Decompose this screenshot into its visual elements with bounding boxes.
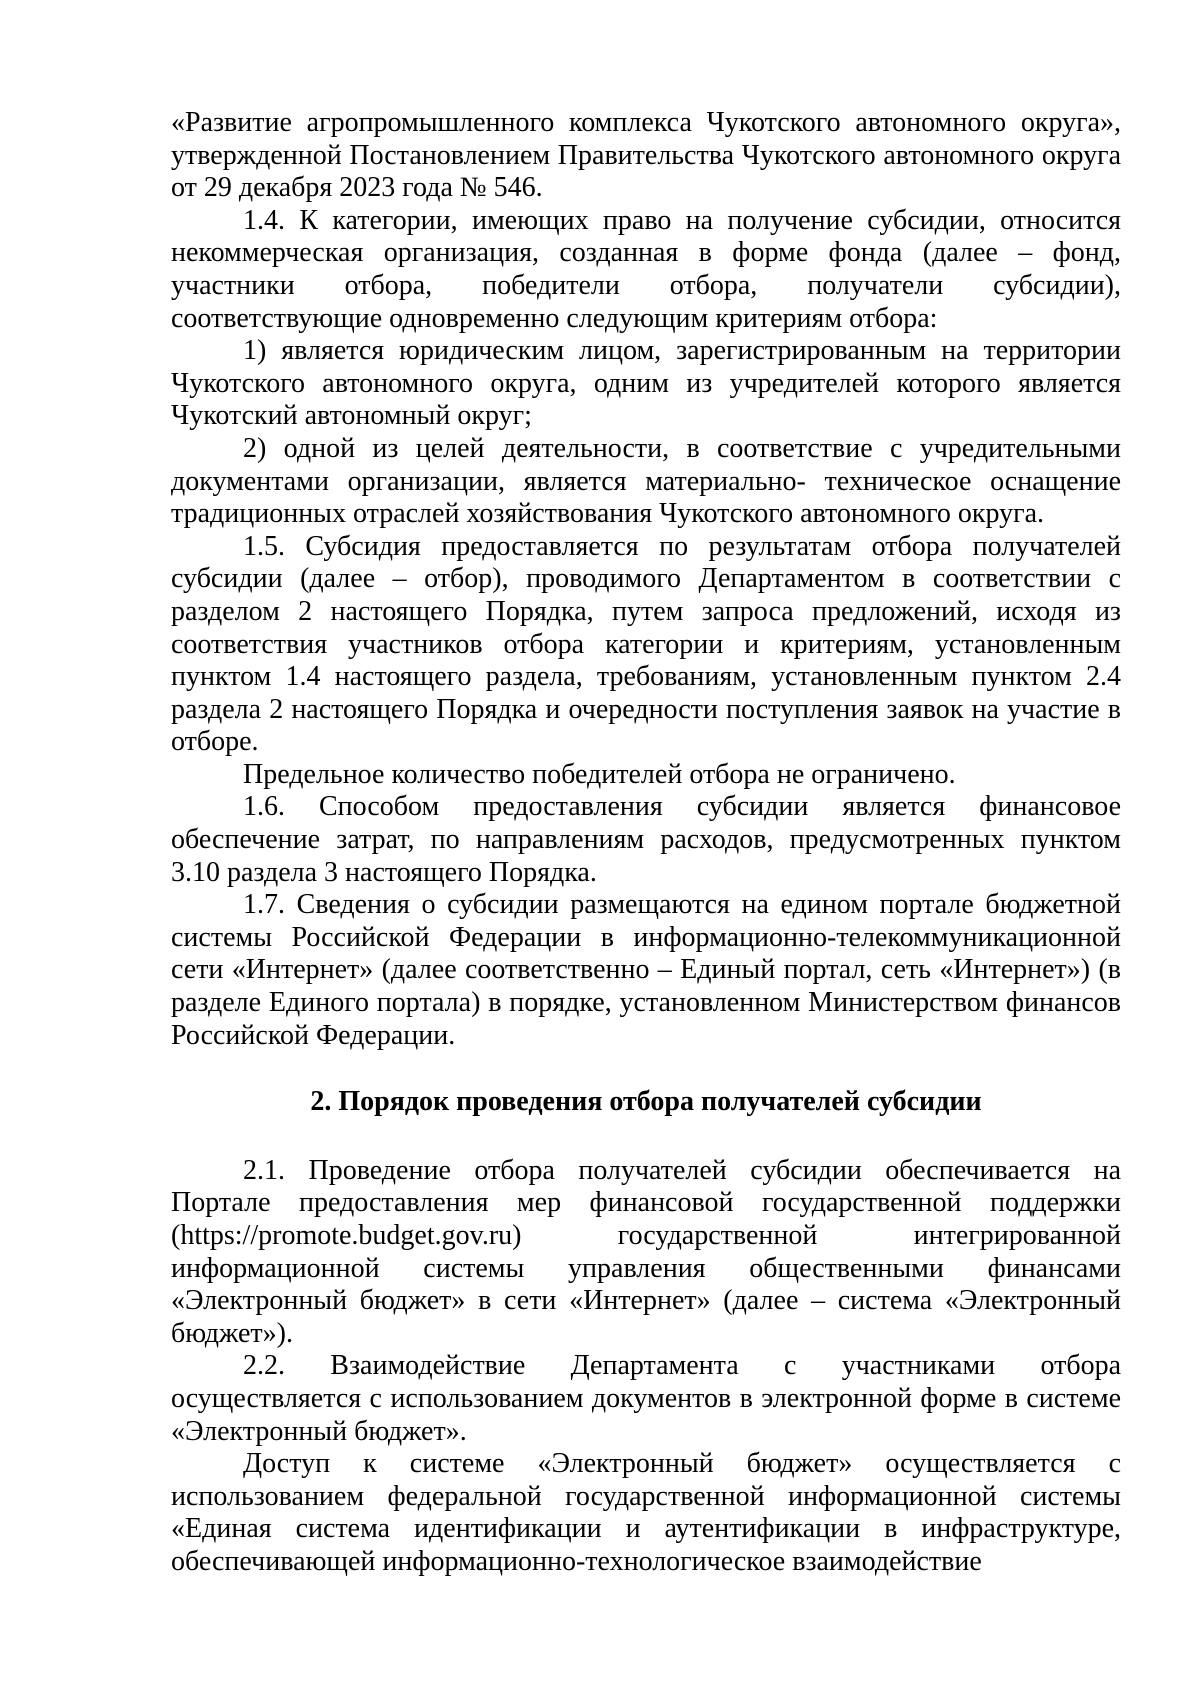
- paragraph-system-access: Доступ к системе «Электронный бюджет» осуществляется с использованием федеральной государственной информационной системы «Единая система идентификации и аутентификации в инфраструктуре, обеспечивающей информационно-технологическое взаимодействие: [171, 1448, 1121, 1577]
- paragraph-1-6-method: 1.6. Способом предоставления субсидии является финансовое обеспечение затрат, по направлениям расходов, предусмотренных пунктом 3.10 раздела 3 настоящего Порядка.: [171, 791, 1121, 888]
- paragraph-winners-limit: Предельное количество победителей отбора не ограничено.: [243, 758, 956, 790]
- paragraph-criterion-1: 1) является юридическим лицом, зарегистрированным на территории Чукотского автономного округа, одним из учредителей которого является Чукотский автономный округ;: [171, 335, 1121, 432]
- paragraph-program-reference: «Развитие агропромышленного комплекса Чукотского автономного округа», утвержденной Постановлением Правительства Чукотского автономного округа от 29 декабря 2023 года № 546.: [171, 107, 1121, 204]
- paragraph-1-5-subsidy-selection: 1.5. Субсидия предоставляется по результатам отбора получателей субсидии (далее – отбор), проводимого Департаментом в соответствии с разделом 2 настоящего Порядка, путем запроса предложений, исходя из соответствия участников отбора категории и критериям, установленным пунктом 1.4 настоящего раздела, требованиям, установленным пунктом 2.4 раздела 2 настоящего Порядка и очередности поступления заявок на участие в отборе.: [171, 530, 1121, 758]
- document-page: [171, 107, 1121, 1579]
- paragraph-1-7-portal-info: 1.7. Сведения о субсидии размещаются на едином портале бюджетной системы Российской Федерации в информационно-телекоммуникационной сети «Интернет» (далее соответственно – Единый портал, сеть «Интернет») (в разделе Единого портала) в порядке, установленном Министерством финансов Российской Федерации.: [171, 889, 1121, 1051]
- paragraph-criterion-2: 2) одной из целей деятельности, в соответствие с учредительными документами организации, является материально- техническое оснащение традиционных отраслей хозяйствования Чукотского автономного округа.: [171, 432, 1121, 530]
- paragraph-1-4-category: 1.4. К категории, имеющих право на получение субсидии, относится некоммерческая организация, созданная в форме фонда (далее – фонд, участники отбора, победители отбора, получатели субсидии), соответствующие одновременно следующим критериям отбора:: [171, 204, 1121, 334]
- paragraph-2-1-selection-portal: 2.1. Проведение отбора получателей субсидии обеспечивается на Портале предоставления мер финансовой государственной поддержки (https://promote.budget.gov.ru) государственной интегрированной информационной системы управления общественными финансами «Электронный бюджет» в сети «Интернет» (далее – система «Электронный бюджет»).: [171, 1154, 1121, 1349]
- section-heading: 2. Порядок проведения отбора получателей субсидии: [310, 1086, 982, 1118]
- paragraph-2-2-interaction: 2.2. Взаимодействие Департамента с участниками отбора осуществляется с использованием документов в электронной форме в системе «Электронный бюджет».: [171, 1350, 1121, 1447]
